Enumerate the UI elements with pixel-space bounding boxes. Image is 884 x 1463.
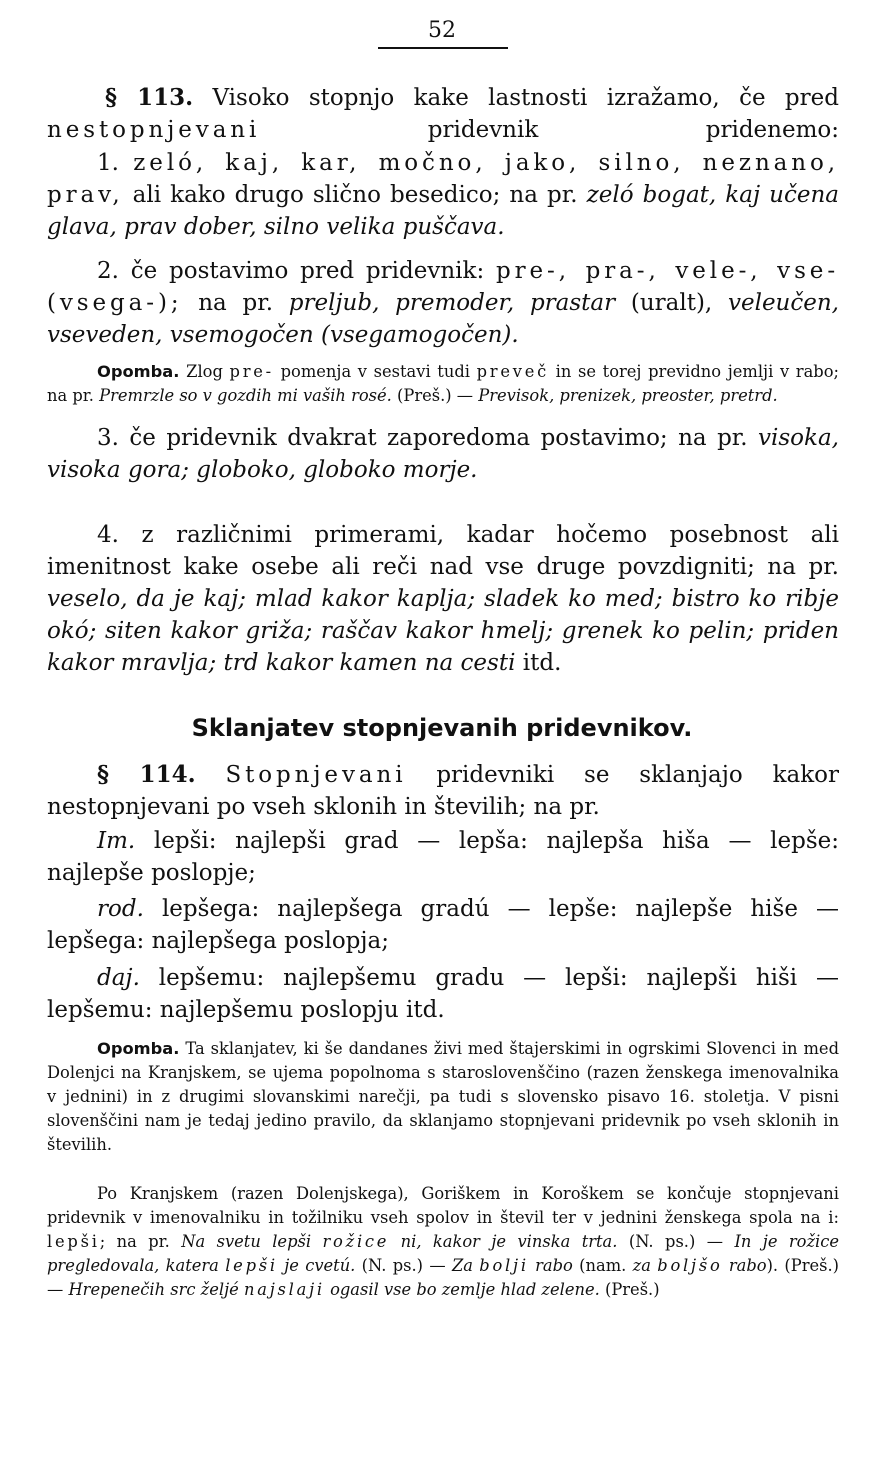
section-114-number: § 114. (97, 761, 196, 788)
item-3: 3. če pridevnik dvakrat zaporedoma postavimo; na pr. visoka, visoka gora; globoko, globoko morje. (47, 425, 839, 483)
section-113-number: § 113. (105, 84, 194, 111)
section-114-intro: § 114. Stopnjevani pridevniki se sklanjajo kakor nestopnjevani po vseh sklonih in številih; na pr. (47, 761, 839, 820)
note-114-paragraph-2: Po Kranjskem (razen Dolenjskega), Goriškem in Koroškem se končuje stopnjevani pridevnik v imenovalniku in tožilniku vseh spolov in števil ter v jednini ženskega spola na i: lepši; na pr. Na svetu lepši rožice ni, kakor je vinska trta. (N. ps.) — In je rožice pregledovala, katera lepši je cvetú. (N. ps.) — Za bolji rabo (nam. za boljšo rabo). (Preš.) — Hrepenečih src željé najslaji ogasil vse bo zemlje hlad zelene. (Preš.) (47, 1184, 840, 1299)
note-label: Opomba. (97, 1039, 180, 1058)
note-label: Opomba. (97, 362, 180, 381)
page-number-rule (378, 47, 508, 49)
section-113-intro: § 113. Visoko stopnjo kake lastnosti izražamo, če pred nestopnjevani pridevnik pridenemo: (47, 84, 839, 143)
note-114: Opomba. Ta sklanjatev, ki še dandanes živi med štajerskimi in ogrskimi Slovenci in med Dolenjci na Kranjskem, se ujema popolnoma s staroslovenščino (razen ženskega imenovalnika v jednini) in z drugimi slovanskimi narečji, pa tudi s slovensko pisavo 16. stoletja. V pisni slovenščini nam je tedaj jedino pravilo, da sklanjamo stopnjevani pridevnik po vseh sklonih in številih. (47, 1039, 839, 1154)
item-1: 1. zeló, kaj, kar, močno, jako, silno, neznano, prav, ali kako drugo slično besedico; na pr. zeló bogat, kaj učena glava, prav dober, silno velika puščava. (47, 150, 839, 240)
item-2: 2. če postavimo pred pridevnik: pre-, pra-, vele-, vse-(vsega-); na pr. preljub, premoder, prastar (uralt), veleučen, vseveden, vsemogočen (vsegamogočen). (47, 258, 840, 348)
note-113: Opomba. Zlog pre- pomenja v sestavi tudi preveč in se torej previdno jemlji v rabo; na pr. Premrzle so v gozdih mi vaših rosé. (Preš.) — Previsok, prenizek, preoster, pretrd. (47, 362, 839, 405)
item-4: 4. z različnimi primerami, kadar hočemo posebnost ali imenitnost kake osebe ali reči nad vse druge povzdigniti; na pr. veselo, da je kaj; mlad kakor kaplja; sladek ko med; bistro ko ribje okó; siten kakor griža; raščav kakor hmelj; grenek ko pelin; priden kakor mravlja; trd kakor kamen na cesti itd. (47, 522, 839, 676)
case-dative: daj. lepšemu: najlepšemu gradu — lepši: najlepši hiši — lepšemu: najlepšemu poslopju itd. (47, 965, 839, 1023)
page-number: 52 (428, 18, 456, 43)
case-genitive: rod. lepšega: najlepšega gradú — lepše: najlepše hiše — lepšega: najlepšega poslopja; (47, 896, 839, 954)
section-heading: Sklanjatev stopnjevanih pridevnikov. (191, 714, 693, 742)
case-nominative: Im. lepši: najlepši grad — lepša: najlepša hiša — lepše: najlepše poslopje; (47, 828, 839, 886)
